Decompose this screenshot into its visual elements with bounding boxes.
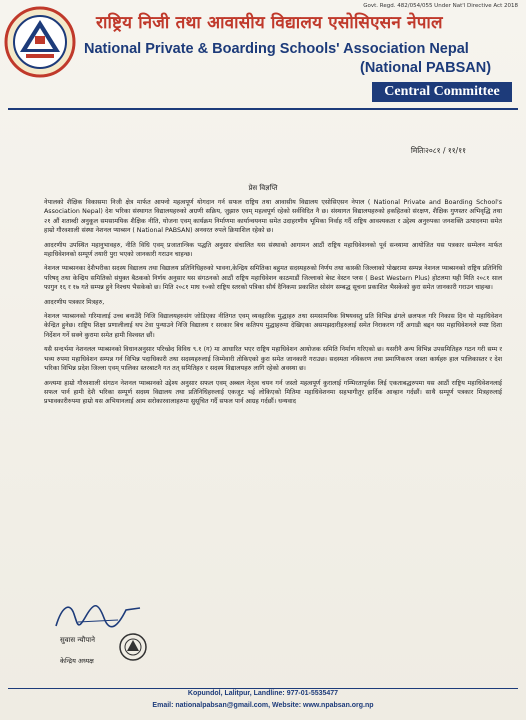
footer-address: Kopundol, Lalitpur, Landline: 977-01-5535477: [187, 690, 339, 697]
registration-text: Govt. Regd. 482/054/055 Under Nat'l Directive Act 2018: [363, 3, 518, 9]
document-date: मितिः२०८१ / ११/११: [410, 146, 466, 155]
paragraph: यसै सन्दर्भमा नेशनलल प्याब्सनको विधानअनुसार परिच्छेद विविध ९.१ (ग) मा आधारित भएर राष्ट्रिय महाधिवेशन आयोजक समिति निर्माण गरिएको छ। यसरीनै अन्य विभिन्न उपसमितिहरु गठन गरी सम्म र भव्य रुपमा महाधिवेशन सम्पन्न गर्न विभिन्न पदाधिकारी तथा सदस्यहरुलाई जिम्मेवारी तोकिएको कुरा समेत जानकारी गराउछ। सदस्यता नविकरण तथा प्रमाणिकरण जस्ता कार्यहरु हाल पालिकास्तर र देश भरिका विभिन्न प्रदेश जिल्ला एवम् पालिका स्तरबाटनै गत तत् समितिहरु र सदस्य विद्यालयहरु लागि रहेको अवस्था छ।: [44, 346, 502, 373]
paragraph: नेपालको शैक्षिक विकासमा निजी क्षेत्र मार्फत आफ्नो महत्वपूर्ण योगदान गर्न सफल राष्ट्रिय तथा आवासीय विद्यालय एसोसिएसन नेपाल ( National Private and Boarding School's Association Nepal) देश भरिका संस्थागत विद्यालयहरुको अग्रणी सक्रिय, जुझारु एवम् महत्वपूर्ण रहेको सर्वविदित नै छ। संस्थागत विद्यालयहरुको हकहितको संरक्षण, शैक्षिक गुणस्तर अभिवृद्धि तथा २१ औं शताब्दी अनुकूल समसामयिक शैक्षिक नीति, योजना एवम् कार्यक्रम निर्माणमा कार्यान्वयनमा समेत उदाहरणीय भूमिका निर्वाह गर्दै राष्ट्रिय आवश्यकता र उद्देश्य अनुरुपका जनशक्ति उत्पादनमा समेत हाम्रो गौरवशाली संस्था नेशनल प्याब्सन ( National PABSAN) अनवरत रुपले क्रियाशिल रहेको छ।: [44, 199, 502, 235]
handwritten-signature: [48, 596, 148, 636]
central-committee-banner: Central Committee: [372, 82, 512, 102]
header-divider: [8, 108, 518, 110]
paragraph: आदरणीय पत्रकार मित्रहरु,: [44, 298, 105, 306]
footer-divider: [8, 688, 518, 689]
paragraph: नेशनल प्याब्सनका देशैभरीका सदस्य विद्यालय तथा विद्यालय प्रतिनिधिहरुको भावना,केन्द्रिय समितिका बहुमत सदस्यहरुको निर्णय तथा कास्की जिल्लाको पोखरामा सम्पन्न नेशनल प्याब्सनको राष्ट्रिय प्रतिनिधि परिषद् तथा केन्द्रिय समितिको संयुक्त बैठकको निर्णय अनुसार यस संगठनको आठौं राष्ट्रिय महाधिवेशन काठमाडौं जिल्लाको बेस्ट वेस्टन प्लस ( Best Western Plus) होटलमा यही मिति २०८१ साल फागुन १६ र १७ गते सम्पन्न हुने निश्चय भैसकेको छ। मिति २०८१ माघ १०को राष्ट्रिय स्तरको पत्रिका सौर्य दैनिकमा प्रकाशित सोसंग सम्बद्ध सूचना प्रकाशित भैसकेको कुरा समेत जानकारी गराउन चाहन्छ।: [44, 265, 502, 292]
org-title-nepali: राष्ट्रिय निजी तथा आवासीय विद्यालय एसोसिएसन नेपाल: [96, 13, 443, 33]
pabsan-logo: [4, 6, 76, 78]
document-body: [44, 198, 502, 412]
paragraph: अन्त्यमा हाम्रो गौरवशाली संगठन नेशनल प्याब्सनको उद्देश्य अनुसार सफल एवम् अब्बल नेतृत्व चयन गर्न जस्तो महत्वपूर्ण कुरालाई गम्भिरतापूर्वक लिई एकताबद्धरुपमा यस आठौं राष्ट्रिय महाधिवेशनलाई सफल पार्न हामी देशै भरिका सम्पूर्ण सदस्य विद्यालय तथा प्रतिनिधिहरुलाई एकजुट भई लोकिएको मितिमा महाधिवेशनमा सहभागीतुर हार्दिक आव्हान गर्दछौं। साथै सम्पूर्ण पत्रकार मित्रहरुलाई प्रभावकारीरुपमा हाम्रो यस अभियानलाई आम सरोकारवालाहरुमा सुसूचित गर्दै सफल पार्न आग्रह गर्दछौं। धन्यवाद: [44, 379, 502, 406]
signatory-name: सुवास न्यौपाने: [60, 636, 96, 644]
org-abbreviation: (National PABSAN): [360, 60, 492, 76]
document-heading: प्रेस विज्ञप्ति: [248, 184, 278, 192]
footer-contact: Email: nationalpabsan@gmail.com, Website: www.npabsan.org.np: [152, 702, 374, 709]
paragraph: आदरणीय उपस्थित महानुभावहरु, नीति विधि एवम् प्रजातान्त्रिक पद्धति अनुसार संचालित यस संस्थाको आगामन आठौं राष्ट्रिय महाधिवेशनको पूर्व सन्ध्यामा आयोजित यस पत्रकार सम्मेलन मार्फत महाधिवेशनको सम्पूर्ण तयारी पुरा भएको जानकारी गराउन चाहन्छ।: [44, 241, 502, 259]
org-title-english: National Private & Boarding Schools' Association Nepal: [84, 41, 469, 57]
paragraph: नेशनल प्याब्सनको गरिमालाई उच्च बनाउँदै निजि विद्यालयहरुसंग जोडिएका नीतिगत एवम् व्यवहारिक मुद्धाहरु तथा समसामयिक विषयवस्तु प्रति विभिन्न ढंगले छलफल गरि निकास दिन यो महाधिवेशन केन्द्रित हुनेछ। राष्ट्रिय शिक्षा प्रणालीलाई थप टेवा पुन्याउने निजि विद्यालय र सरकार बिच कतिपय मुद्धाहरुमा देखिएका असमझदारीहरुलाई समेत निराकरण गर्दै अगाडी बढ्न यस महाधिवेशनले स्पष्ट दिशा निर्देशन गर्ने सक्ने कुरामा समेत हामी विश्वस्त छौं।: [44, 313, 502, 339]
signatory-role: केन्द्रिय अध्यक्ष: [60, 657, 94, 665]
official-stamp: [118, 632, 148, 662]
